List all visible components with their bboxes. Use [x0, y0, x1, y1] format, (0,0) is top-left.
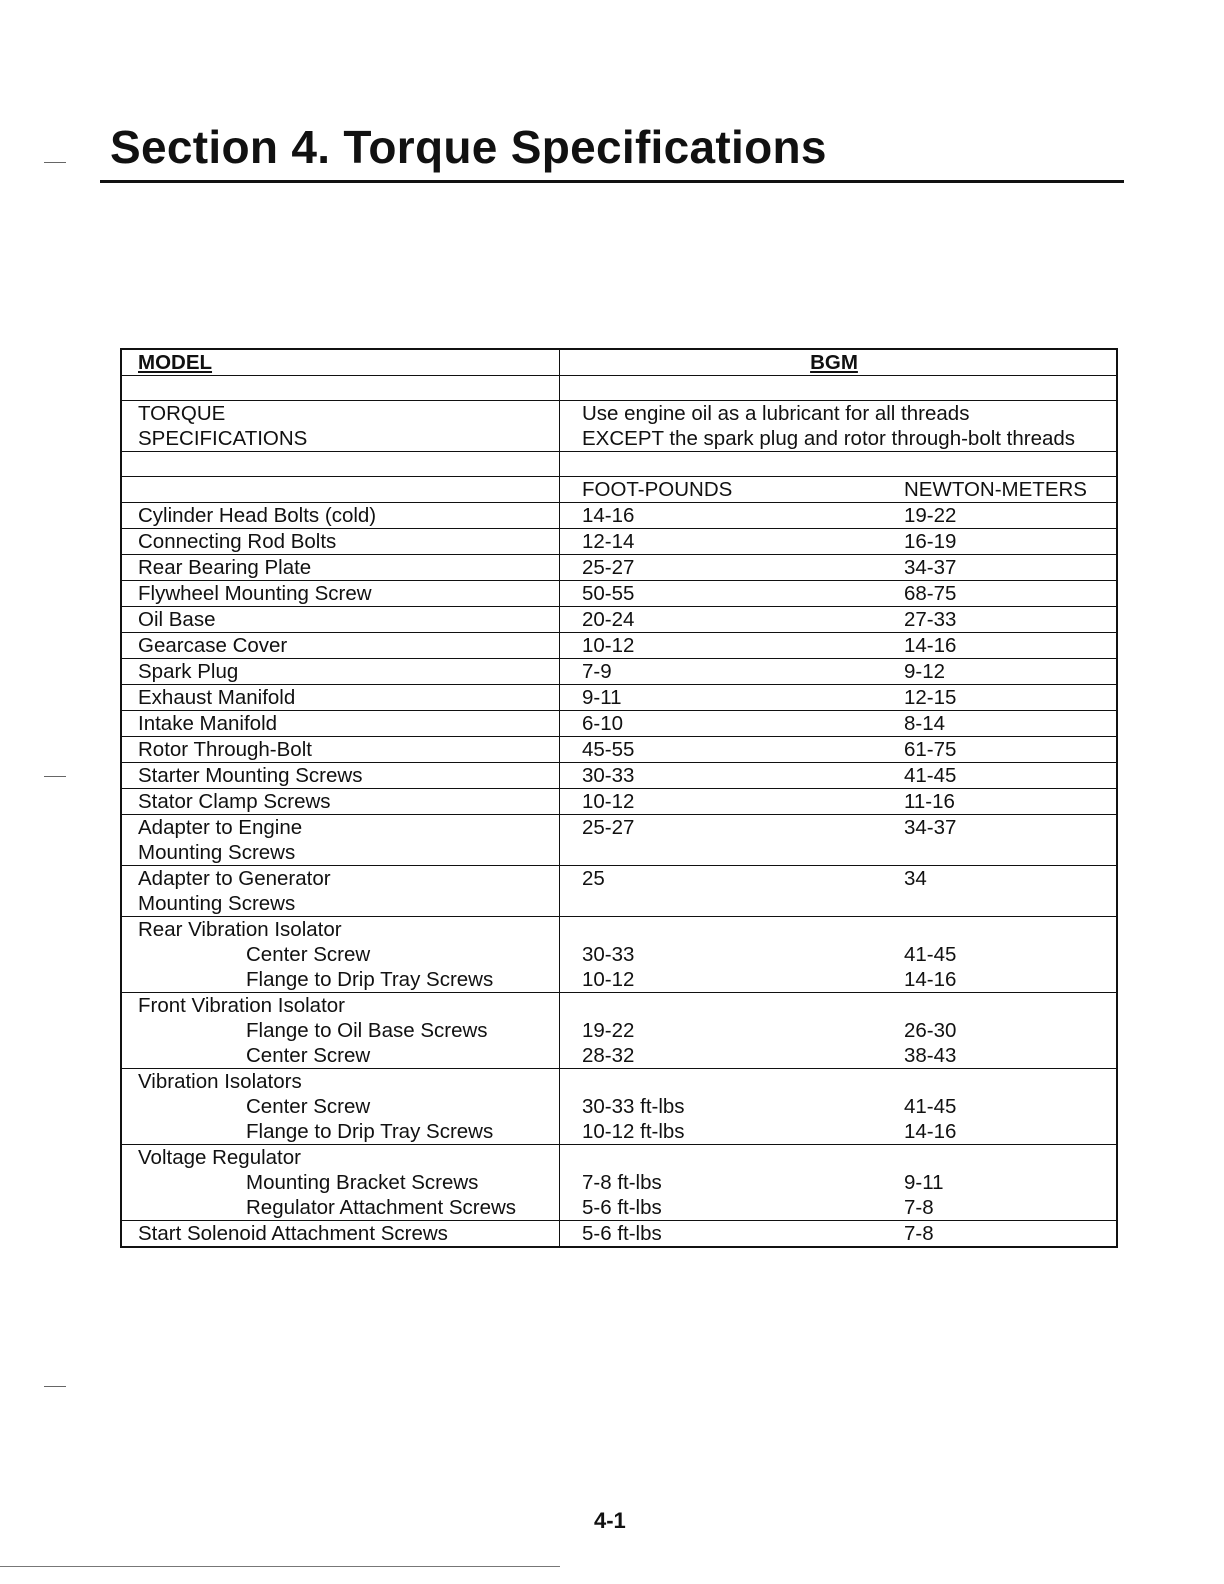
item-label: Mounting Screws	[138, 892, 296, 915]
foot-pounds-value: 9-11	[582, 686, 622, 709]
newton-meters-value: 12-15	[904, 686, 957, 709]
newton-meters-value: 8-14	[904, 712, 946, 735]
sub-item-label: Flange to Drip Tray Screws	[246, 968, 494, 991]
newton-meters-value: 41-45	[904, 1095, 957, 1118]
table-row-vibration-isolators	[121, 1069, 1117, 1145]
foot-pounds-value: 45-55	[582, 738, 635, 761]
newton-meters-value: 41-45	[904, 764, 957, 787]
foot-pounds-value: 7-9	[582, 660, 612, 683]
foot-pounds-value: 5-6 ft-lbs	[582, 1222, 662, 1245]
item-label: Rear Bearing Plate	[138, 556, 312, 579]
sub-item-label: Flange to Oil Base Screws	[246, 1019, 488, 1042]
col-foot-pounds: FOOT-POUNDS	[582, 478, 733, 501]
newton-meters-value: 11-16	[904, 790, 955, 813]
page-number: 4-1	[594, 1508, 626, 1533]
table-row	[121, 659, 1117, 685]
item-label: Start Solenoid Attachment Screws	[138, 1222, 448, 1245]
newton-meters-value: 7-8	[904, 1222, 934, 1245]
foot-pounds-value: 10-12	[582, 968, 635, 991]
table-row-voltage-regulator	[121, 1145, 1117, 1221]
item-label: Exhaust Manifold	[138, 686, 296, 709]
item-label: Cylinder Head Bolts (cold)	[138, 504, 377, 527]
foot-pounds-value: 28-32	[582, 1044, 635, 1067]
torque-note-row	[121, 401, 1117, 452]
newton-meters-value: 27-33	[904, 608, 957, 631]
margin-mark	[44, 162, 66, 163]
newton-meters-value: 34-37	[904, 816, 957, 839]
model-value: BGM	[810, 351, 858, 374]
newton-meters-value: 19-22	[904, 504, 957, 527]
group-heading: Front Vibration Isolator	[138, 994, 346, 1017]
table-row	[121, 633, 1117, 659]
blank-row	[121, 376, 1117, 401]
title-underline	[100, 180, 1124, 183]
newton-meters-value: 34-37	[904, 556, 957, 579]
table-row	[121, 763, 1117, 789]
foot-pounds-value: 5-6 ft-lbs	[582, 1196, 662, 1219]
model-row	[121, 349, 1117, 376]
item-label: Oil Base	[138, 608, 216, 631]
foot-pounds-value: 19-22	[582, 1019, 635, 1042]
sub-item-label: Flange to Drip Tray Screws	[246, 1120, 494, 1143]
newton-meters-value: 14-16	[904, 968, 957, 991]
table-row-start-solenoid	[121, 1221, 1117, 1248]
table-row	[121, 607, 1117, 633]
item-label: Connecting Rod Bolts	[138, 530, 337, 553]
table-row	[121, 685, 1117, 711]
blank-row	[121, 452, 1117, 477]
torque-label-line2: SPECIFICATIONS	[138, 427, 308, 450]
col-newton-meters: NEWTON-METERS	[904, 478, 1087, 501]
item-label: Flywheel Mounting Screw	[138, 582, 372, 605]
group-heading: Voltage Regulator	[138, 1146, 301, 1169]
table-row-adapter-engine	[121, 815, 1117, 866]
newton-meters-value: 68-75	[904, 582, 957, 605]
foot-pounds-value: 25-27	[582, 816, 635, 839]
foot-pounds-value: 6-10	[582, 712, 624, 735]
newton-meters-value: 34	[904, 867, 927, 890]
newton-meters-value: 26-30	[904, 1019, 957, 1042]
sub-item-label: Mounting Bracket Screws	[246, 1171, 479, 1194]
sub-item-label: Center Screw	[246, 943, 371, 966]
table-row	[121, 529, 1117, 555]
item-label: Adapter to Generator	[138, 867, 331, 890]
foot-pounds-value: 30-33	[582, 764, 635, 787]
foot-pounds-value: 25	[582, 867, 605, 890]
sub-item-label: Regulator Attachment Screws	[246, 1196, 517, 1219]
foot-pounds-value: 10-12	[582, 790, 635, 813]
foot-pounds-value: 25-27	[582, 556, 635, 579]
lubricant-note-line1: Use engine oil as a lubricant for all threads	[582, 402, 970, 425]
item-label: Stator Clamp Screws	[138, 790, 331, 813]
newton-meters-value: 16-19	[904, 530, 957, 553]
foot-pounds-value: 7-8 ft-lbs	[582, 1171, 662, 1194]
foot-pounds-value: 50-55	[582, 582, 635, 605]
item-label: Rotor Through-Bolt	[138, 738, 312, 761]
newton-meters-value: 9-11	[904, 1171, 944, 1194]
foot-pounds-value: 10-12 ft-lbs	[582, 1120, 685, 1143]
table-row-adapter-generator	[121, 866, 1117, 917]
newton-meters-value: 38-43	[904, 1044, 957, 1067]
section-title: Section 4. Torque Specifications	[110, 121, 827, 173]
newton-meters-value: 9-12	[904, 660, 946, 683]
item-label: Gearcase Cover	[138, 634, 288, 657]
table-row	[121, 581, 1117, 607]
table-row-rear-vibration-isolator	[121, 917, 1117, 993]
foot-pounds-value: 20-24	[582, 608, 635, 631]
lubricant-note-line2: EXCEPT the spark plug and rotor through-bolt threads	[582, 427, 1076, 450]
foot-pounds-value: 30-33 ft-lbs	[582, 1095, 685, 1118]
item-label: Starter Mounting Screws	[138, 764, 363, 787]
foot-pounds-value: 10-12	[582, 634, 635, 657]
newton-meters-value: 7-8	[904, 1196, 934, 1219]
table-row	[121, 737, 1117, 763]
item-label: Spark Plug	[138, 660, 239, 683]
sub-item-label: Center Screw	[246, 1095, 371, 1118]
foot-pounds-value: 14-16	[582, 504, 635, 527]
table-row-front-vibration-isolator	[121, 993, 1117, 1069]
table-row	[121, 503, 1117, 529]
newton-meters-value: 14-16	[904, 634, 957, 657]
newton-meters-value: 61-75	[904, 738, 957, 761]
item-label: Mounting Screws	[138, 841, 296, 864]
model-label: MODEL	[138, 351, 213, 374]
newton-meters-value: 14-16	[904, 1120, 957, 1143]
item-label: Adapter to Engine	[138, 816, 303, 839]
group-heading: Rear Vibration Isolator	[138, 918, 342, 941]
column-header-row	[121, 477, 1117, 503]
margin-mark	[44, 1386, 66, 1387]
newton-meters-value: 41-45	[904, 943, 957, 966]
sub-item-label: Center Screw	[246, 1044, 371, 1067]
group-heading: Vibration Isolators	[138, 1070, 302, 1093]
foot-pounds-value: 30-33	[582, 943, 635, 966]
margin-mark	[44, 776, 66, 777]
item-label: Intake Manifold	[138, 712, 278, 735]
table-row	[121, 555, 1117, 581]
torque-label-line1: TORQUE	[138, 402, 226, 425]
table-row	[121, 711, 1117, 737]
foot-pounds-value: 12-14	[582, 530, 635, 553]
torque-spec-table	[120, 348, 1118, 1248]
table-row	[121, 789, 1117, 815]
bottom-rule	[0, 1566, 560, 1567]
